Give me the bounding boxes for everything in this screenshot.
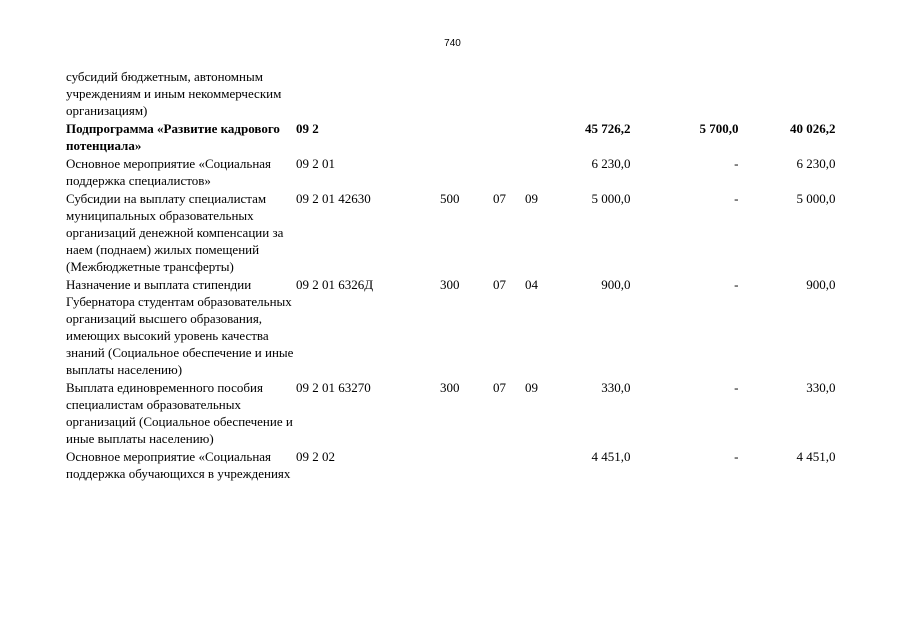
row-total: 900,0 xyxy=(601,277,631,292)
row-vr: 500 xyxy=(440,191,460,206)
row-name: Основное мероприятие «Социальная поддержка обучающихся в учреждениях xyxy=(66,449,291,481)
row-regional: 40 026,2 xyxy=(790,121,836,136)
table-row xyxy=(66,119,836,154)
row-code xyxy=(296,68,440,119)
row-rz: 07 xyxy=(493,191,506,206)
row-code: 09 2 02 xyxy=(296,449,335,464)
row-pr: 09 xyxy=(525,191,538,206)
row-regional: 5 000,0 xyxy=(796,191,836,206)
row-name: субсидий бюджетным, автономным учреждениям и иным некоммерческим организациям) xyxy=(66,69,282,118)
row-regional: 330,0 xyxy=(806,380,836,395)
row-name: Назначение и выплата стипендии Губернатора студентам образовательных организаций высшего образования, имеющих высокий уровень качества знаний (Социальное обеспечение и иные выплаты населению) xyxy=(66,277,294,377)
table-row xyxy=(66,378,836,447)
row-rz: 07 xyxy=(493,380,506,395)
page-number: 740 xyxy=(444,38,461,49)
row-total xyxy=(585,68,631,119)
row-code: 09 2 01 6326Д xyxy=(296,277,374,292)
row-rz: 07 xyxy=(493,277,506,292)
row-rz xyxy=(493,68,525,119)
row-pr xyxy=(525,119,585,154)
row-code: 09 2 xyxy=(296,121,319,136)
row-name: Основное мероприятие «Социальная поддержка специалистов» xyxy=(66,156,272,188)
row-federal: - xyxy=(734,191,739,206)
table-row xyxy=(66,189,836,275)
row-federal: - xyxy=(734,156,739,171)
row-vr xyxy=(440,447,493,482)
row-vr xyxy=(440,119,493,154)
row-federal: 5 700,0 xyxy=(699,121,739,136)
row-total: 45 726,2 xyxy=(585,121,631,136)
row-pr xyxy=(525,154,585,189)
row-rz xyxy=(493,447,525,482)
row-regional: 900,0 xyxy=(806,277,836,292)
row-name: Подпрограмма «Развитие кадрового потенциала» xyxy=(66,121,280,153)
row-total: 5 000,0 xyxy=(591,191,631,206)
row-vr xyxy=(440,68,493,119)
row-pr: 04 xyxy=(525,277,538,292)
row-code: 09 2 01 63270 xyxy=(296,380,371,395)
row-name: Субсидии на выплату специалистам муниципальных образовательных организаций денежной компенсации за наем (поднаем) жилых помещений (Межбюджетные трансферты) xyxy=(66,191,284,274)
row-pr xyxy=(525,447,585,482)
row-regional: 4 451,0 xyxy=(796,449,836,464)
row-total: 6 230,0 xyxy=(591,156,631,171)
row-federal xyxy=(631,68,739,119)
table-row xyxy=(66,447,836,482)
row-total: 4 451,0 xyxy=(591,449,631,464)
budget-table xyxy=(66,68,836,482)
row-total: 330,0 xyxy=(601,380,631,395)
table-body xyxy=(66,68,836,482)
row-vr xyxy=(440,154,493,189)
table-row xyxy=(66,154,836,189)
row-rz xyxy=(493,119,525,154)
row-regional: 6 230,0 xyxy=(796,156,836,171)
table-row xyxy=(66,68,836,119)
row-pr: 09 xyxy=(525,380,538,395)
row-code: 09 2 01 xyxy=(296,156,335,171)
row-regional xyxy=(739,68,836,119)
row-vr: 300 xyxy=(440,277,460,292)
row-vr: 300 xyxy=(440,380,460,395)
row-federal: - xyxy=(734,380,739,395)
table-row xyxy=(66,275,836,378)
row-federal: - xyxy=(734,449,739,464)
row-name: Выплата единовременного пособия специалистам образовательных организаций (Социальное обеспечение и иные выплаты населению) xyxy=(66,380,293,446)
row-federal: - xyxy=(734,277,739,292)
row-pr xyxy=(525,68,585,119)
row-rz xyxy=(493,154,525,189)
row-code: 09 2 01 42630 xyxy=(296,191,371,206)
